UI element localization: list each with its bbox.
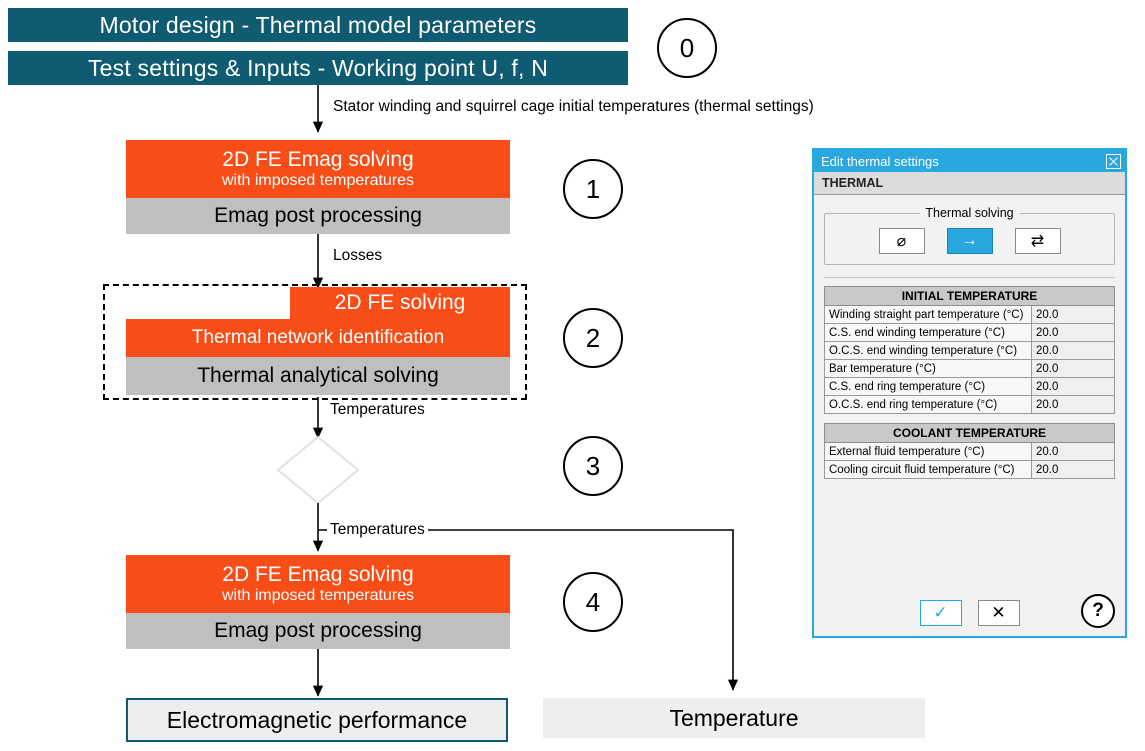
thermal-solving-legend: Thermal solving xyxy=(919,206,1019,220)
row-value[interactable]: 20.0 xyxy=(1032,324,1115,342)
row-label: Bar temperature (°C) xyxy=(825,360,1032,378)
table-row[interactable] xyxy=(825,461,1115,479)
step-number-4: 4 xyxy=(585,586,601,617)
table-row[interactable] xyxy=(825,396,1115,414)
block-emag-solving-1-subtitle: with imposed temperatures xyxy=(221,171,415,189)
row-value[interactable]: 20.0 xyxy=(1032,378,1115,396)
output-temperature xyxy=(543,698,925,738)
step-number-0: 0 xyxy=(679,32,695,63)
arrows-exchange-icon: ⇄ xyxy=(1030,233,1045,250)
two-way-solving-button[interactable] xyxy=(1015,228,1061,254)
edge-label-temperatures-1: Temperatures xyxy=(327,401,428,419)
dialog-title-bar xyxy=(814,150,1125,172)
step-number-1: 1 xyxy=(585,173,601,204)
block-emag-solving-2-subtitle: with imposed temperatures xyxy=(221,586,415,604)
block-thermal-network-identification xyxy=(126,319,510,357)
banner-test-settings-label: Test settings & Inputs - Working point U, f, N xyxy=(87,54,548,81)
output-temperature-label: Temperature xyxy=(669,704,799,731)
table-row[interactable] xyxy=(825,342,1115,360)
tab-thermal-label: THERMAL xyxy=(822,176,884,190)
arrow-right-icon: → xyxy=(961,232,978,249)
banner-motor-design xyxy=(8,8,628,42)
tab-thermal[interactable] xyxy=(814,172,1125,195)
initial-temperature-header: INITIAL TEMPERATURE xyxy=(825,287,1115,306)
block-emag-post-processing-2 xyxy=(126,613,510,649)
step-number-3: 3 xyxy=(585,450,601,481)
row-value[interactable]: 20.0 xyxy=(1032,360,1115,378)
thermal-solving-mode-group xyxy=(833,228,1106,254)
block-emag-solving-1 xyxy=(126,140,510,198)
row-label: C.S. end ring temperature (°C) xyxy=(825,378,1032,396)
block-thermal-analytical-solving xyxy=(126,357,510,395)
banner-test-settings xyxy=(8,51,628,85)
initial-temperature-table xyxy=(824,286,1115,414)
block-emag-post-processing-2-label: Emag post processing xyxy=(214,619,422,642)
block-2d-fe-solving-label: 2D FE solving xyxy=(334,291,466,315)
no-solving-button[interactable] xyxy=(879,228,925,254)
step-circle-3 xyxy=(563,436,623,496)
row-label: Winding straight part temperature (°C) xyxy=(825,306,1032,324)
row-label: O.C.S. end winding temperature (°C) xyxy=(825,342,1032,360)
table-spacer xyxy=(824,414,1115,423)
block-emag-solving-1-title: 2D FE Emag solving xyxy=(222,148,414,172)
block-emag-solving-2 xyxy=(126,555,510,613)
edge-label-initial-temperatures: Stator winding and squirrel cage initial temperatures (thermal settings) xyxy=(330,98,817,116)
cross-icon: ✕ xyxy=(991,603,1006,622)
no-solving-icon: ⌀ xyxy=(896,233,907,250)
block-thermal-network-identification-label: Thermal network identification xyxy=(191,327,445,349)
help-button[interactable] xyxy=(1081,594,1115,628)
banner-motor-design-label: Motor design - Thermal model parameters xyxy=(99,11,537,38)
coolant-temperature-table xyxy=(824,423,1115,479)
row-label: O.C.S. end ring temperature (°C) xyxy=(825,396,1032,414)
edit-thermal-settings-dialog[interactable] xyxy=(812,148,1127,638)
dialog-title-label: Edit thermal settings xyxy=(821,153,939,169)
step-circle-4 xyxy=(563,572,623,632)
dialog-footer xyxy=(814,600,1125,626)
table-row[interactable] xyxy=(825,443,1115,461)
ok-button[interactable] xyxy=(920,600,962,626)
table-row[interactable] xyxy=(825,324,1115,342)
cancel-button[interactable] xyxy=(978,600,1020,626)
step-circle-0 xyxy=(657,18,717,78)
coolant-temperature-header: COOLANT TEMPERATURE xyxy=(825,424,1115,443)
step-circle-2 xyxy=(563,308,623,368)
check-icon: ✓ xyxy=(933,603,948,622)
row-value[interactable]: 20.0 xyxy=(1032,306,1115,324)
dialog-body xyxy=(814,195,1125,479)
output-electromagnetic-performance-label: Electromagnetic performance xyxy=(166,706,468,733)
row-value[interactable]: 20.0 xyxy=(1032,396,1115,414)
block-thermal-analytical-solving-label: Thermal analytical solving xyxy=(197,364,439,387)
table-row[interactable] xyxy=(825,378,1115,396)
edge-label-losses: Losses xyxy=(330,247,385,265)
table-row[interactable] xyxy=(825,306,1115,324)
close-icon[interactable] xyxy=(1106,154,1121,169)
step-circle-1 xyxy=(563,159,623,219)
row-label: C.S. end winding temperature (°C) xyxy=(825,324,1032,342)
edge-label-temperatures-2: Temperatures xyxy=(327,521,428,539)
block-emag-post-processing-1 xyxy=(126,198,510,234)
step-number-2: 2 xyxy=(585,322,601,353)
row-value[interactable]: 20.0 xyxy=(1032,443,1115,461)
block-emag-solving-2-title: 2D FE Emag solving xyxy=(222,563,414,587)
row-value[interactable]: 20.0 xyxy=(1032,461,1115,479)
one-way-solving-button[interactable] xyxy=(947,228,993,254)
row-value[interactable]: 20.0 xyxy=(1032,342,1115,360)
row-label: Cooling circuit fluid temperature (°C) xyxy=(825,461,1032,479)
block-2d-fe-solving xyxy=(290,287,510,319)
divider xyxy=(824,277,1115,278)
table-row[interactable] xyxy=(825,360,1115,378)
question-mark-icon: ? xyxy=(1092,600,1104,621)
block-emag-post-processing-1-label: Emag post processing xyxy=(214,204,422,227)
output-electromagnetic-performance xyxy=(126,698,508,742)
thermal-solving-fieldset xyxy=(824,206,1115,265)
row-label: External fluid temperature (°C) xyxy=(825,443,1032,461)
